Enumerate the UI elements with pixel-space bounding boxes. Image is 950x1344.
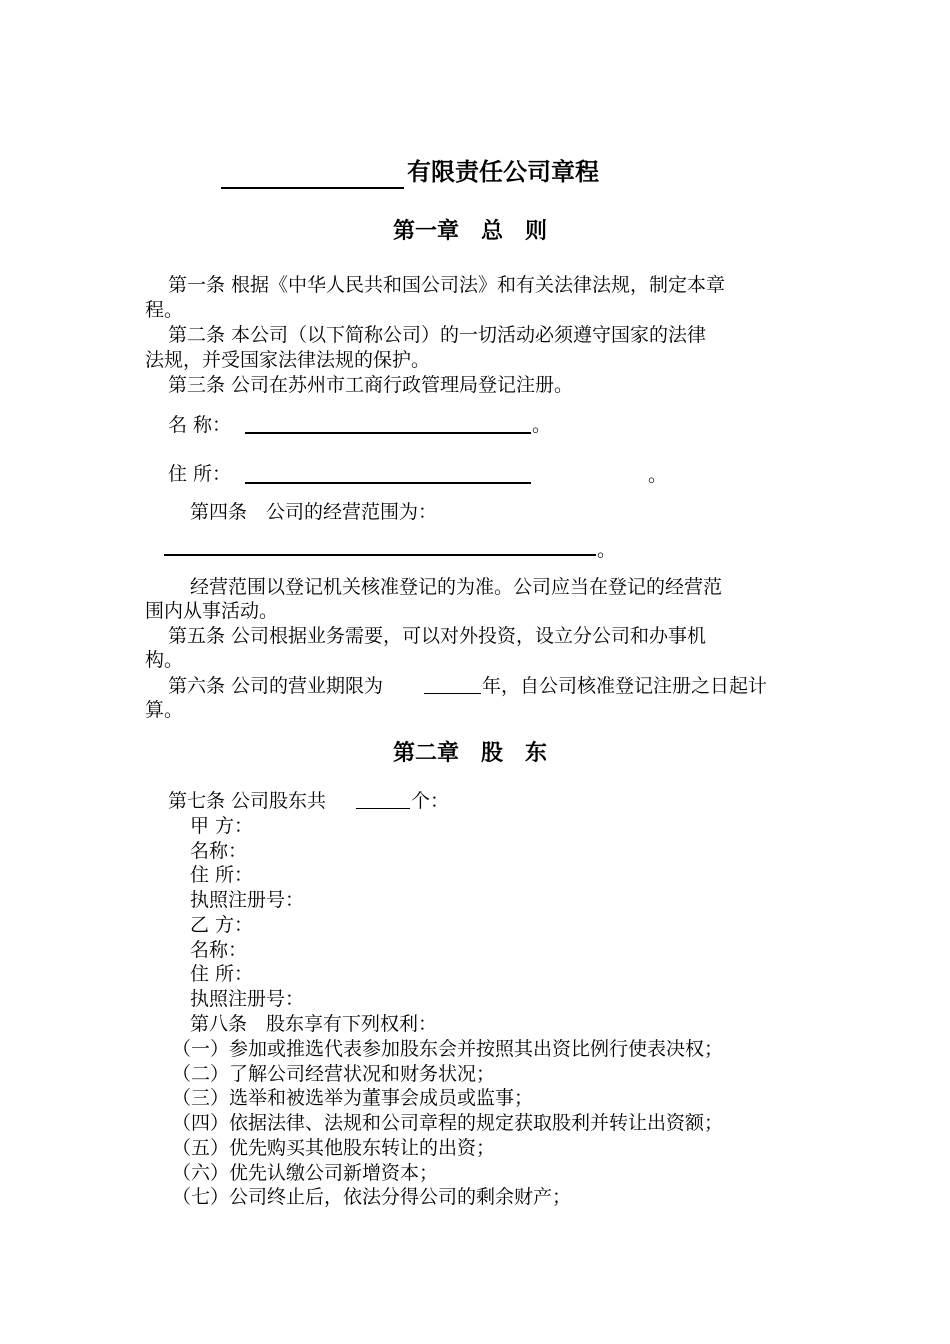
article-6-line-2: 算。 <box>145 699 184 721</box>
right-item: （一）参加或推选代表参加股东会并按照其出资比例行使表决权； <box>172 1038 724 1060</box>
party-b-address-label: 住 所： <box>190 963 254 985</box>
article-3: 第三条 公司在苏州市工商行政管理局登记注册。 <box>168 374 574 396</box>
article-8: 第八条 股东享有下列权利： <box>190 1013 438 1035</box>
right-item: （六）优先认缴公司新增资本； <box>172 1162 439 1184</box>
term-years-blank <box>424 693 481 694</box>
document-title: 有限责任公司章程 <box>407 158 599 186</box>
article-6-line-1-post: 年，自公司核准登记注册之日起计 <box>482 675 768 697</box>
article-1-line-1: 第一条 根据《中华人民共和国公司法》和有关法律法规，制定本章 <box>168 274 726 296</box>
party-b-name-label: 名称： <box>190 939 248 961</box>
article-2-line-1: 第二条 本公司（以下简称公司）的一切活动必须遵守国家的法律 <box>168 324 707 346</box>
scope-note-line-1: 经营范围以登记机关核准登记的为准。公司应当在登记的经营范 <box>190 576 723 598</box>
party-b-license-label: 执照注册号： <box>190 988 305 1010</box>
article-4: 第四条 公司的经营范围为： <box>190 501 438 523</box>
scope-note-line-2: 围内从事活动。 <box>145 600 279 622</box>
chapter-1-heading: 第一章 总 则 <box>393 219 548 244</box>
address-blank <box>245 482 531 484</box>
right-item: （二）了解公司经营状况和财务状况； <box>172 1063 496 1085</box>
article-5-line-1: 第五条 公司根据业务需要，可以对外投资，设立分公司和办事机 <box>168 625 707 647</box>
right-item: （四）依据法律、法规和公司章程的规定获取股利并转让出资额； <box>172 1112 724 1134</box>
name-label: 名 称： <box>168 414 232 436</box>
business-scope-blank <box>164 554 596 556</box>
party-a-address-label: 住 所： <box>190 864 254 886</box>
article-1-line-2: 程。 <box>145 299 184 321</box>
article-2-line-2: 法规，并受国家法律法规的保护。 <box>145 349 431 371</box>
chapter-2-heading: 第二章 股 东 <box>393 741 548 766</box>
address-label: 住 所： <box>168 463 232 485</box>
article-7-pre: 第七条 公司股东共 <box>168 790 327 812</box>
right-item: （七）公司终止后，依法分得公司的剩余财产； <box>172 1186 572 1208</box>
company-name-blank <box>221 187 404 189</box>
name-blank <box>245 432 531 434</box>
party-a-name-label: 名称： <box>190 840 248 862</box>
name-period: 。 <box>532 414 552 436</box>
party-a-license-label: 执照注册号： <box>190 889 305 911</box>
party-a-label: 甲 方： <box>190 815 254 837</box>
right-item: （三）选举和被选举为董事会成员或监事； <box>172 1087 534 1109</box>
right-item: （五）优先购买其他股东转让的出资； <box>172 1137 496 1159</box>
shareholder-count-blank <box>356 808 410 809</box>
article-6-line-1-pre: 第六条 公司的营业期限为 <box>168 675 384 697</box>
business-scope-period: 。 <box>597 539 617 561</box>
article-5-line-2: 构。 <box>145 649 184 671</box>
party-b-label: 乙 方： <box>190 914 254 936</box>
article-7-post: 个： <box>411 790 450 812</box>
address-period: 。 <box>648 464 668 486</box>
